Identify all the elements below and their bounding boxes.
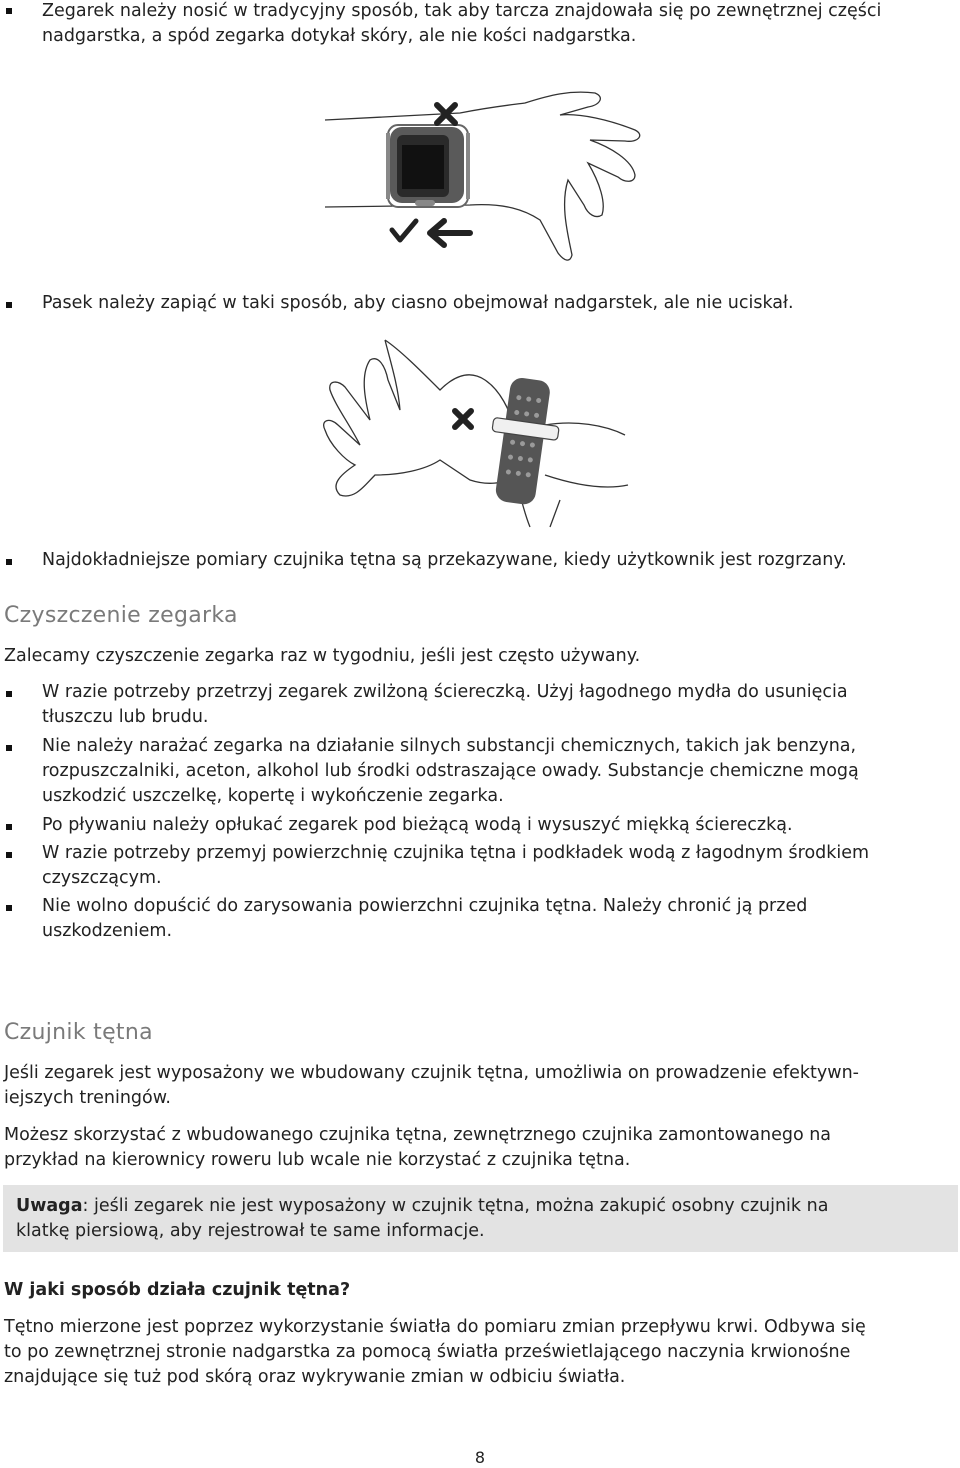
page-number: 8 xyxy=(474,1448,486,1467)
sensor-paragraph-1: Jeśli zegarek jest wyposażony we wbudowany czujnik tętna, umożliwia on prowadzenie efektywn- xyxy=(4,1063,859,1083)
bullet-text: tłuszczu lub brudu. xyxy=(42,707,209,727)
bullet-text: Nie należy narażać zegarka na działanie silnych substancji chemicznych, takich jak benzyna, xyxy=(42,736,857,756)
note-label: Uwaga xyxy=(16,1196,83,1216)
note-line-2: klatkę piersiową, aby rejestrował te same informacje. xyxy=(16,1221,485,1241)
note-line xyxy=(16,1194,828,1219)
sensor-paragraph-3-cont: znajdujące się tuż pod skórą oraz wykrywanie zmian w odbiciu światła. xyxy=(4,1367,626,1387)
watch-position-illustration xyxy=(320,85,650,270)
bullet-text: Pasek należy zapiąć w taki sposób, aby ciasno obejmował nadgarstek, ale nie uciskał. xyxy=(42,293,794,313)
bullet-marker xyxy=(6,905,12,911)
bullet-text: czyszczącym. xyxy=(42,868,162,888)
bullet-text: Po pływaniu należy opłukać zegarek pod bieżącą wodą i wysuszyć miękką ściereczką. xyxy=(42,815,793,835)
bullet-text: rozpuszczalniki, aceton, alkohol lub środki odstraszające owady. Substancje chemiczne mogą xyxy=(42,761,859,781)
bullet-marker xyxy=(6,852,12,858)
close-icon xyxy=(455,411,471,427)
section-heading-cleaning: Czyszczenie zegarka xyxy=(4,603,238,628)
bullet-marker xyxy=(6,559,12,565)
bullet-text: uszkodzeniem. xyxy=(42,921,173,941)
sensor-paragraph-3-cont: to po zewnętrznej stronie nadgarstka za pomocą światła prześwietlającego naczynia krwionośne xyxy=(4,1342,851,1362)
bullet-marker xyxy=(6,824,12,830)
bullet-marker xyxy=(6,745,12,751)
sensor-paragraph-3: Tętno mierzone jest poprzez wykorzystanie światła do pomiaru zmian przepływu krwi. Odbywa się xyxy=(4,1317,866,1337)
sensor-paragraph-2-cont: przykład na kierownicy roweru lub wcale nie korzystać z czujnika tętna. xyxy=(4,1150,631,1170)
strap-tightening-illustration xyxy=(310,335,640,530)
bullet-text: nadgarstka, a spód zegarka dotykał skóry, ale nie kości nadgarstka. xyxy=(42,26,637,46)
note-box xyxy=(3,1185,958,1252)
bullet-marker xyxy=(6,8,12,14)
subheading-how-it-works: W jaki sposób działa czujnik tętna? xyxy=(4,1280,351,1300)
note-text: : jeśli zegarek nie jest wyposażony w czujnik tętna, można zakupić osobny czujnik na xyxy=(82,1196,829,1216)
bullet-text: W razie potrzeby przetrzyj zegarek zwilżoną ściereczką. Użyj łagodnego mydła do usunięcia xyxy=(42,682,848,702)
bullet-text: Nie wolno dopuścić do zarysowania powierzchni czujnika tętna. Należy chronić ją przed xyxy=(42,896,808,916)
bullet-marker xyxy=(6,691,12,697)
sensor-paragraph-1-cont: iejszych treningów. xyxy=(4,1088,171,1108)
bullet-text: uszkodzić uszczelkę, kopertę i wykończenie zegarka. xyxy=(42,786,504,806)
bullet-text: Zegarek należy nosić w tradycyjny sposób, tak aby tarcza znajdowała się po zewnętrznej części xyxy=(42,1,882,21)
bullet-text: Najdokładniejsze pomiary czujnika tętna są przekazywane, kiedy użytkownik jest rozgrzany. xyxy=(42,550,847,570)
cleaning-intro: Zalecamy czyszczenie zegarka raz w tygodniu, jeśli jest często używany. xyxy=(4,646,641,666)
bullet-text: W razie potrzeby przemyj powierzchnię czujnika tętna i podkładek wodą z łagodnym środkiem xyxy=(42,843,870,863)
arrow-left-icon xyxy=(430,221,470,245)
section-heading-sensor: Czujnik tętna xyxy=(4,1020,153,1045)
check-icon xyxy=(392,221,416,240)
bullet-marker xyxy=(6,302,12,308)
sensor-paragraph-2: Możesz skorzystać z wbudowanego czujnika tętna, zewnętrznego czujnika zamontowanego na xyxy=(4,1125,832,1145)
